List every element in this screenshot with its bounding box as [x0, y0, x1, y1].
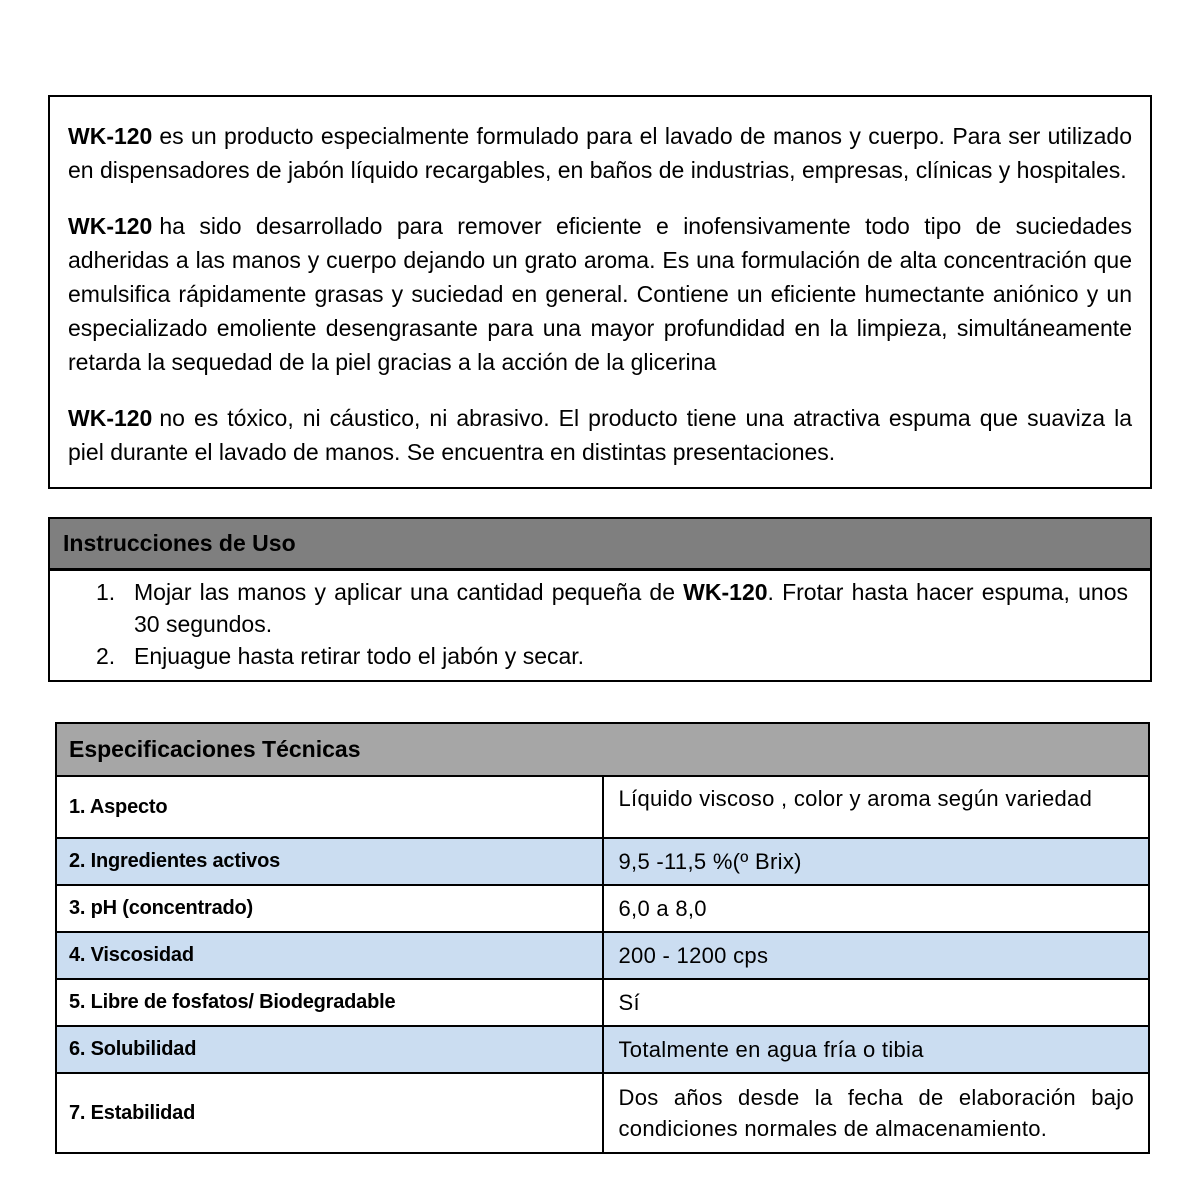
description-paragraph — [68, 119, 1132, 187]
paragraph-text: no es tóxico, ni cáustico, ni abrasivo. El producto tiene una atractiva espuma que suaviza la piel durante el lavado de manos. Se encuentra en distintas presentaciones. — [68, 405, 1132, 465]
spec-row-solubilidad — [56, 1026, 1149, 1073]
spec-row-ph — [56, 885, 1149, 932]
instructions-list — [48, 571, 1152, 682]
item-text-pre: Mojar las manos y aplicar una cantidad pequeña de — [134, 579, 684, 605]
description-paragraph — [68, 401, 1132, 469]
spec-row-estabilidad — [56, 1073, 1149, 1153]
spec-row-viscosidad — [56, 932, 1149, 979]
spec-label: 1. Aspecto — [56, 776, 603, 838]
paragraph-text: es un producto especialmente formulado para el lavado de manos y cuerpo. Para ser utilizado en dispensadores de jabón líquido recargables, en baños de industrias, empresas, clínicas y hospitales. — [68, 123, 1132, 183]
product-name: WK-120 — [68, 213, 153, 239]
item-text-pre: Enjuague hasta retirar todo el jabón y secar. — [134, 643, 585, 669]
spec-table — [55, 722, 1150, 1154]
spec-value: 200 - 1200 cps — [603, 932, 1150, 979]
spec-table-header-row — [56, 723, 1149, 776]
instructions-header — [48, 517, 1152, 571]
spec-value: Dos años desde la fecha de elaboración bajo condiciones normales de almacenamiento. — [603, 1073, 1150, 1153]
item-text — [134, 576, 1128, 640]
description-paragraph — [68, 209, 1132, 379]
spec-table-title: Especificaciones Técnicas — [56, 723, 1149, 776]
spec-row-ingredientes — [56, 838, 1149, 885]
instructions-section — [48, 517, 1152, 682]
paragraph-text: ha sido desarrollado para remover eficiente e inofensivamente todo tipo de suciedades adheridas a las manos y cuerpo dejando un grato aroma. Es una formulación de alta concentración que emulsifica rápidamente grasas y suciedad en general. Contiene un eficiente humectante aniónico y un especializado emoliente desengrasante para una mayor profundidad en la limpieza, simultáneamente retarda la sequedad de la piel gracias a la acción de la glicerina — [68, 213, 1132, 375]
instruction-item — [96, 576, 1128, 640]
spec-label: 7. Estabilidad — [56, 1073, 603, 1153]
spec-label: 4. Viscosidad — [56, 932, 603, 979]
product-description-box — [48, 95, 1152, 489]
spec-label: 2. Ingredientes activos — [56, 838, 603, 885]
spec-value: Sí — [603, 979, 1150, 1026]
product-name: WK-120 — [68, 405, 153, 431]
product-name: WK-120 — [68, 123, 153, 149]
item-text-post: . Frotar hasta hacer espuma, unos 30 segundos. — [134, 579, 1128, 637]
product-name: WK-120 — [683, 579, 768, 605]
instruction-item — [96, 640, 1128, 672]
spec-label: 6. Solubilidad — [56, 1026, 603, 1073]
spec-label: 5. Libre de fosfatos/ Biodegradable — [56, 979, 603, 1026]
spec-row-fosfatos — [56, 979, 1149, 1026]
item-number: 1. — [96, 579, 116, 605]
spec-label: 3. pH (concentrado) — [56, 885, 603, 932]
spec-value: Totalmente en agua fría o tibia — [603, 1026, 1150, 1073]
spec-value: Líquido viscoso , color y aroma según variedad — [603, 776, 1150, 838]
item-number: 2. — [96, 643, 116, 669]
item-text — [134, 640, 1128, 672]
spec-value: 6,0 a 8,0 — [603, 885, 1150, 932]
spec-value: 9,5 -11,5 %(º Brix) — [603, 838, 1150, 885]
instructions-title: Instrucciones de Uso — [63, 530, 296, 556]
spec-row-aspecto — [56, 776, 1149, 838]
